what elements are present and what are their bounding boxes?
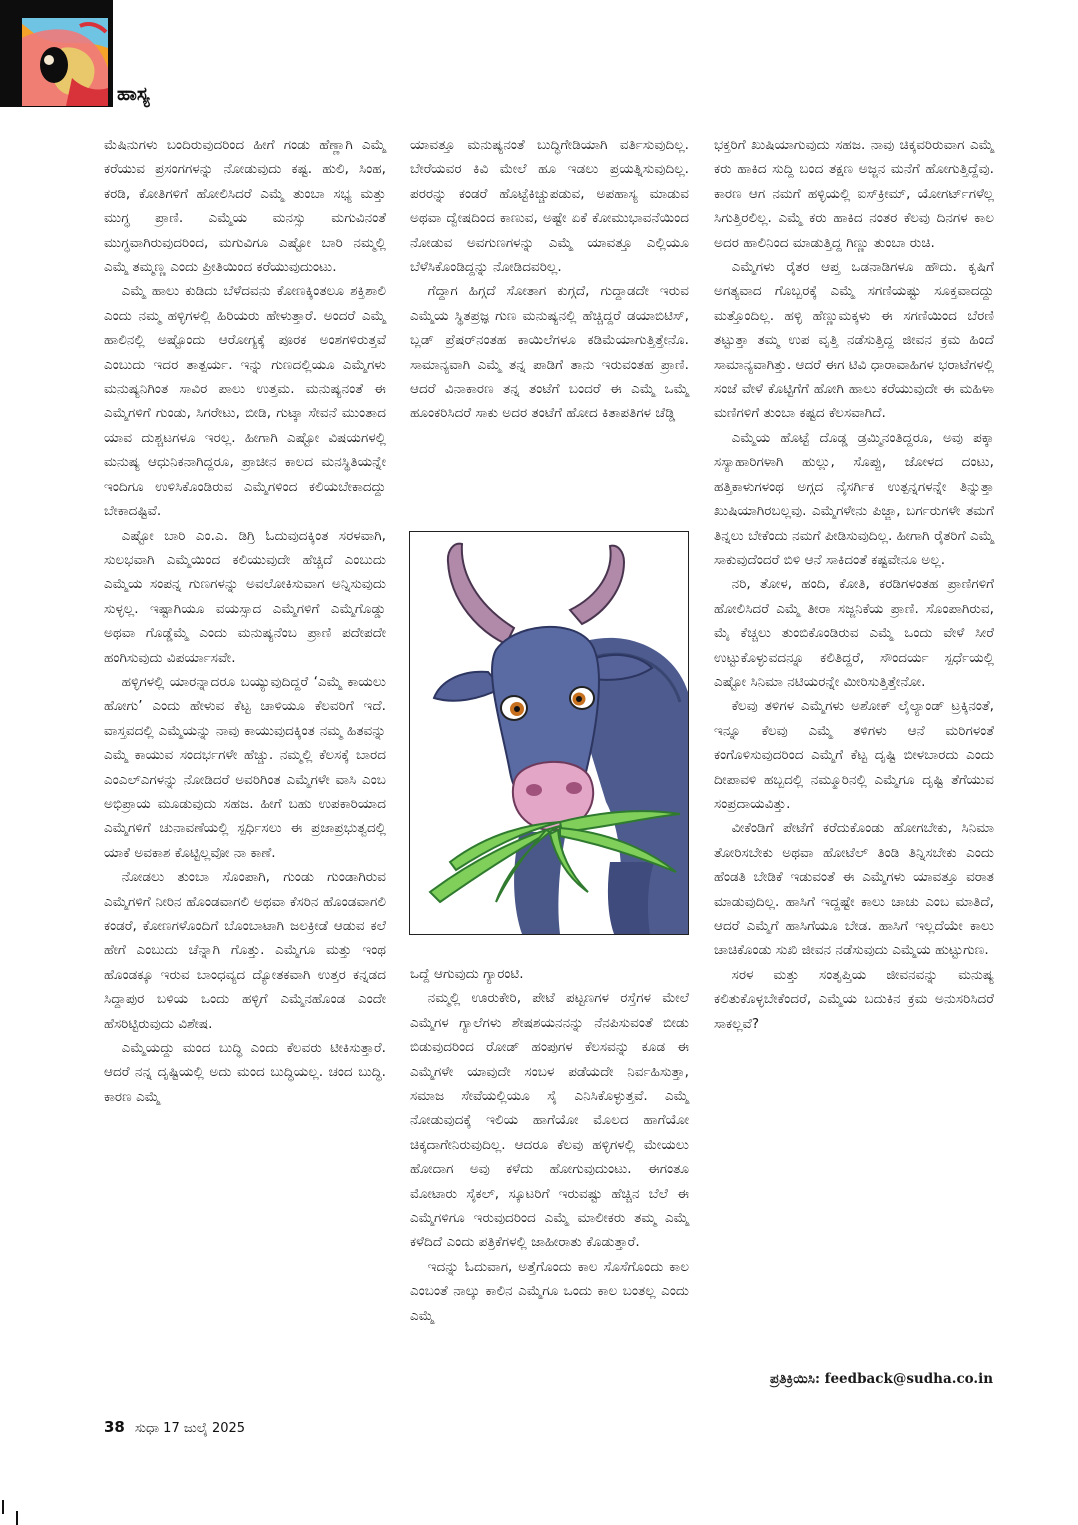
paragraph: ಹಳ್ಳಿಗಳಲ್ಲಿ ಯಾರನ್ನಾದರೂ ಬಯ್ಯುವುದಿದ್ದರೆ ‘ಎಮ್ಮೆ ಕಾಯಲು ಹೋಗು’ ಎಂದು ಹೇಳುವ ಕೆಟ್ಟ ಚಾಳಿಯೂ ಕೆಲವರಿಗೆ ಇದೆ. ವಾಸ್ತವದಲ್ಲಿ ಎಮ್ಮೆಯನ್ನು ನಾವು ಕಾಯುವುದಕ್ಕಿಂತ ನಮ್ಮ ಹಿತವನ್ನು ಎಮ್ಮೆ ಕಾಯುವ ಸಂದರ್ಭಗಳೇ ಹೆಚ್ಚು. ನಮ್ಮಲ್ಲಿ ಕೆಲಸಕ್ಕೆ ಬಾರದ ಎಂಎಲ್ಎಗಳನ್ನು ನೋಡಿದರೆ ಅವರಿಗಿಂತ ಎಮ್ಮೆಗಳೇ ವಾಸಿ ಎಂಬ ಅಭಿಪ್ರಾಯ ಮೂಡುವುದು ಸಹಜ. ಹೀಗೆ ಬಹು ಉಪಕಾರಿಯಾದ ಎಮ್ಮೆಗಳಿಗೆ ಚುನಾವಣೆಯಲ್ಲಿ ಸ್ಪರ್ಧಿಸಲು ಈ ಪ್ರಜಾಪ್ರಭುತ್ವದಲ್ಲಿ ಯಾಕೆ ಅವಕಾಶ ಕೊಟ್ಟಿಲ್ಲವೋ ನಾ ಕಾಣೆ. [104,673,386,861]
article-column-1 [104,133,386,1109]
crop-mark [16,1511,18,1525]
section-label: ಹಾಸ್ಯ [117,83,150,105]
feedback-email[interactable]: ಪ್ರತಿಕ್ರಿಯಿಸಿ: feedback@sudha.co.in [770,1371,994,1387]
article-column-3 [714,133,994,1036]
issue-info: ಸುಧಾ 17 ಜುಲೈ 2025 [135,1421,246,1436]
paragraph: ಸರಳ ಮತ್ತು ಸಂತೃಪ್ತಿಯ ಜೀವನವನ್ನು ಮನುಷ್ಯ ಕಲಿತುಕೊಳ್ಳಬೇಕೆಂದರೆ, ಎಮ್ಮೆಯ ಬದುಕಿನ ಕ್ರಮ ಅನುಸರಿಸಿದರೆ ಸಾಕಲ್ಲವೆ? [714,966,994,1032]
page-number: 38 [104,1418,125,1436]
paragraph: ನರಿ, ತೋಳ, ಹಂದಿ, ಕೋತಿ, ಕರಡಿಗಳಂತಹ ಪ್ರಾಣಿಗಳಿಗೆ ಹೋಲಿಸಿದರೆ ಎಮ್ಮೆ ತೀರಾ ಸಜ್ಜನಿಕೆಯ ಪ್ರಾಣಿ. ಸೊಂಪಾಗಿರುವ, ಮೈ ಕೆಚ್ಚಲು ತುಂಬಿಕೊಂಡಿರುವ ಎಮ್ಮೆ ಒಂದು ವೇಳೆ ಸೀರೆ ಉಟ್ಟುಕೊಳ್ಳುವದನ್ನೂ ಕಲಿತಿದ್ದರೆ, ಸೌಂದರ್ಯ ಸ್ಪರ್ಧೆಯಲ್ಲಿ ಎಷ್ಟೋ ಸಿನಿಮಾ ನಟಿಯರನ್ನೇ ಮೀರಿಸುತ್ತಿತ್ತೇನೋ. [714,576,994,690]
paragraph: ಮೆಷಿನುಗಳು ಬಂದಿರುವುದರಿಂದ ಹೀಗೆ ಗಂಡು ಹೆಣ್ಣಾಗಿ ಎಮ್ಮೆ ಕರೆಯುವ ಪ್ರಸಂಗಗಳನ್ನು ನೋಡುವುದು ಕಷ್ಟ. ಹುಲಿ, ಸಿಂಹ, ಕರಡಿ, ಕೋತಿಗಳಿಗೆ ಹೋಲಿಸಿದರೆ ಎಮ್ಮೆ ತುಂಬಾ ಸಭ್ಯ ಮತ್ತು ಮುಗ್ಧ ಪ್ರಾಣಿ. ಎಮ್ಮೆಯ ಮನಸ್ಸು ಮಗುವಿನಂತೆ ಮುಗ್ಧವಾಗಿರುವುದರಿಂದ, ಮಗುವಿಗೂ ಎಷ್ಟೋ ಬಾರಿ ನಮ್ಮಲ್ಲಿ ಎಮ್ಮೆ ತಮ್ಮಣ್ಣ ಎಂದು ಪ್ರೀತಿಯಿಂದ ಕರೆಯುವುದುಂಟು. [104,137,386,276]
article-column-2-top [410,133,689,426]
article-column-2-bottom [410,962,689,1328]
abstract-face-logo-icon [22,18,108,106]
crop-mark [2,1500,4,1514]
paragraph: ನೋಡಲು ತುಂಬಾ ಸೊಂಪಾಗಿ, ಗುಂಡು ಗುಂಡಾಗಿರುವ ಎಮ್ಮೆಗಳಿಗೆ ನೀರಿನ ಹೊಂಡವಾಗಲಿ ಅಥವಾ ಕೆಸರಿನ ಹೊಂಡವಾಗಲಿ ಕಂಡರೆ, ಕೋಣಗಳೊಂದಿಗೆ ಬೊಂಬಾಟಾಗಿ ಜಲಕ್ರೀಡೆ ಆಡುವ ಕಲೆ ಹೇಗೆ ಎಂಬುದು ಚೆನ್ನಾಗಿ ಗೊತ್ತು. ಎಮ್ಮೆಗೂ ಮತ್ತು ಇಂಥ ಹೊಂಡಕ್ಕೂ ಇರುವ ಬಾಂಧವ್ಯದ ದ್ಯೋತಕವಾಗಿ ಉತ್ತರ ಕನ್ನಡದ ಸಿದ್ದಾಪುರ ಬಳಿಯ ಒಂದು ಹಳ್ಳಿಗೆ ಎಮ್ಮೆನಹೊಂಡ ಎಂದೇ ಹೆಸರಿಟ್ಟಿರುವುದು ವಿಶೇಷ. [104,869,386,1032]
paragraph: ಒದ್ದೆ ಆಗುವುದು ಗ್ಯಾರಂಟಿ. [410,966,524,982]
paragraph: ನಮ್ಮಲ್ಲಿ ಊರುಕೇರಿ, ಪೇಟೆ ಪಟ್ಟಣಗಳ ರಸ್ತೆಗಳ ಮೇಲೆ ಎಮ್ಮೆಗಳ ಗ್ಯಾಲೆಗಳು ಶೇಷಶಯನನನ್ನು ನೆನಪಿಸುವಂತೆ ಬೀಡು ಬಿಡುವುದರಿಂದ ರೋಡ್ ಹಂಪುಗಳ ಕೆಲಸವನ್ನು ಕೂಡ ಈ ಎಮ್ಮೆಗಳೇ ಯಾವುದೇ ಸಂಬಳ ಪಡೆಯದೇ ನಿರ್ವಹಿಸುತ್ತಾ, ಸಮಾಜ ಸೇವೆಯಲ್ಲಿಯೂ ಸೈ ಎನಿಸಿಕೊಳ್ಳುತ್ತವೆ. ಎಮ್ಮೆ ನೋಡುವುದಕ್ಕೆ ಇಲಿಯ ಹಾಗೆಯೋ ಮೊಲದ ಹಾಗೆಯೋ ಚಿಕ್ಕದಾಗೇನಿರುವುದಿಲ್ಲ. ಆದರೂ ಕೆಲವು ಹಳ್ಳಿಗಳಲ್ಲಿ ಮೇಯಲು ಹೋದಾಗ ಅವು ಕಳೆದು ಹೋಗುವುದುಂಟು. ಈಗಂತೂ ಮೋಟಾರು ಸೈಕಲ್, ಸ್ಕೂಟರಿಗೆ ಇರುವಷ್ಟು ಹೆಚ್ಚಿನ ಬೆಲೆ ಈ ಎಮ್ಮೆಗಳಿಗೂ ಇರುವುದರಿಂದ ಎಮ್ಮೆ ಮಾಲೀಕರು ತಮ್ಮ ಎಮ್ಮೆ ಕಳೆದಿದೆ ಎಂದು ಪತ್ರಿಕೆಗಳಲ್ಲಿ ಜಾಹೀರಾತು ಕೊಡುತ್ತಾರೆ. [410,990,689,1251]
buffalo-illustration [409,531,689,935]
paragraph: ಕೆಲವು ತಳಿಗಳ ಎಮ್ಮೆಗಳು ಅಶೋಕ್ ಲೈಲ್ಯಾಂಡ್ ಟ್ರಕ್ಕಿನಂತೆ, ಇನ್ನೂ ಕೆಲವು ಎಮ್ಮೆ ತಳಿಗಳು ಆನೆ ಮರಿಗಳಂತೆ ಕಂಗೊಳಿಸುವುದರಿಂದ ಎಮ್ಮೆಗೆ ಕೆಟ್ಟ ದೃಷ್ಟಿ ಬೀಳಬಾರದು ಎಂದು ದೀಪಾವಳಿ ಹಬ್ಬದಲ್ಲಿ ನಮ್ಮೂರಿನಲ್ಲಿ ಎಮ್ಮೆಗೂ ದೃಷ್ಟಿ ತೆಗೆಯುವ ಸಂಪ್ರದಾಯವಿತ್ತು. [714,698,994,812]
paragraph: ಭಕ್ತರಿಗೆ ಖುಷಿಯಾಗುವುದು ಸಹಜ. ನಾವು ಚಿಕ್ಕವರಿರುವಾಗ ಎಮ್ಮೆ ಕರು ಹಾಕಿದ ಸುದ್ದಿ ಬಂದ ತಕ್ಷಣ ಅಜ್ಜನ ಮನೆಗೆ ಹೋಗುತ್ತಿದ್ದೆವು. ಕಾರಣ ಆಗ ನಮಗೆ ಹಳ್ಳಿಯಲ್ಲಿ ಐಸ್‌ಕ್ರೀಮ್, ಯೋಗರ್ಟ್‌ಗಳೆಲ್ಲ ಸಿಗುತ್ತಿರಲಿಲ್ಲ. ಎಮ್ಮೆ ಕರು ಹಾಕಿದ ನಂತರ ಕೆಲವು ದಿನಗಳ ಕಾಲ ಅದರ ಹಾಲಿನಿಂದ ಮಾಡುತ್ತಿದ್ದ ಗಿಣ್ಣು ತುಂಬಾ ರುಚಿ. [714,137,994,251]
section-logo [0,0,113,107]
paragraph: ವೀಕೆಂಡಿಗೆ ಪೇಟೆಗೆ ಕರೆದುಕೊಂಡು ಹೋಗಬೇಕು, ಸಿನಿಮಾ ತೋರಿಸಬೇಕು ಅಥವಾ ಹೋಟೆಲ್ ತಿಂಡಿ ತಿನ್ನಿಸಬೇಕು ಎಂದು ಹೆಂಡತಿ ಬೇಡಿಕೆ ಇಡುವಂತೆ ಈ ಎಮ್ಮೆಗಳು ಯಾವತ್ತೂ ವರಾತ ಮಾಡುವುದಿಲ್ಲ. ಹಾಸಿಗೆ ಇದ್ದಷ್ಟೇ ಕಾಲು ಚಾಚು ಎಂಬ ಮಾತಿದೆ, ಆದರೆ ಎಮ್ಮೆಗೆ ಹಾಸಿಗೆಯೂ ಬೇಡ. ಹಾಸಿಗೆ ಇಲ್ಲದೆಯೇ ಕಾಲು ಚಾಚಿಕೊಂಡು ಸುಖಿ ಜೀವನ ನಡೆಸುವುದು ಎಮ್ಮೆಯ ಹುಟ್ಟುಗುಣ. [714,820,994,959]
page-footer [104,1418,245,1436]
paragraph: ಎಷ್ಟೋ ಬಾರಿ ಎಂ.ಎ. ಡಿಗ್ರಿ ಓದುವುದಕ್ಕಿಂತ ಸರಳವಾಗಿ, ಸುಲಭವಾಗಿ ಎಮ್ಮೆಯಿಂದ ಕಲಿಯುವುದೇ ಹೆಚ್ಚಿದೆ ಎಂಬುದು ಎಮ್ಮೆಯ ಸಂಪನ್ನ ಗುಣಗಳನ್ನು ಅವಲೋಕಿಸುವಾಗ ಅನ್ನಿಸುವುದು ಸುಳ್ಳಲ್ಲ. ಇಷ್ಟಾಗಿಯೂ ವಯಸ್ಸಾದ ಎಮ್ಮೆಗಳಿಗೆ ಎಮ್ಮೆಗೊಡ್ಡು ಅಥವಾ ಗೊಡ್ಡೆಮ್ಮೆ ಎಂದು ಮನುಷ್ಯನೆಂಬ ಪ್ರಾಣಿ ಪದೇಪದೇ ಹಂಗಿಸುವುದು ವಿಪರ್ಯಾಸವೇ. [104,527,386,666]
paragraph: ಗೆದ್ದಾಗ ಹಿಗ್ಗದೆ ಸೋತಾಗ ಕುಗ್ಗದೆ, ಗುದ್ದಾಡದೇ ಇರುವ ಎಮ್ಮೆಯ ಸ್ಥಿತಪ್ರಜ್ಞ ಗುಣ ಮನುಷ್ಯನಲ್ಲಿ ಹೆಚ್ಚಿದ್ದರೆ ಡಯಾಬಿಟಿಸ್, ಬ್ಲಡ್ ಪ್ರೆಷರ್‌ನಂತಹ ಕಾಯಿಲೆಗಳೂ ಕಡಿಮೆಯಾಗುತ್ತಿತ್ತೇನೊ. ಸಾಮಾನ್ಯವಾಗಿ ಎಮ್ಮೆ ತನ್ನ ಪಾಡಿಗೆ ತಾನು ಇರುವಂತಹ ಪ್ರಾಣಿ. ಆದರೆ ವಿನಾಕಾರಣ ತನ್ನ ತಂಟೆಗೆ ಬಂದರೆ ಈ ಎಮ್ಮೆ ಒಮ್ಮೆ ಹೂಂಕರಿಸಿದರೆ ಸಾಕು ಅದರ ತಂಟೆಗೆ ಹೋದ ಕಿತಾಪತಿಗಳ ಚೆಡ್ಡಿ [410,283,689,422]
paragraph: ಯಾವತ್ತೂ ಮನುಷ್ಯನಂತೆ ಬುದ್ಧಿಗೇಡಿಯಾಗಿ ವರ್ತಿಸುವುದಿಲ್ಲ. ಬೇರೆಯವರ ಕಿವಿ ಮೇಲೆ ಹೂ ಇಡಲು ಪ್ರಯತ್ನಿಸುವುದಿಲ್ಲ. ಪರರನ್ನು ಕಂಡರೆ ಹೊಟ್ಟೆಕಿಚ್ಚುಪಡುವ, ಅಪಹಾಸ್ಯ ಮಾಡುವ ಅಥವಾ ದ್ವೇಷದಿಂದ ಕಾಣುವ, ಅಷ್ಟೇ ಏಕೆ ಕೋಮುಭಾವನೆಯಿಂದ ನೋಡುವ ಅವಗುಣಗಳನ್ನು ಎಮ್ಮೆ ಯಾವತ್ತೂ ಎಲ್ಲಿಯೂ ಬೆಳೆಸಿಕೊಂಡಿದ್ದನ್ನು ನೋಡಿದವರಿಲ್ಲ. [410,137,689,276]
paragraph: ಎಮ್ಮೆಗಳು ರೈತರ ಆಪ್ತ ಒಡನಾಡಿಗಳೂ ಹೌದು. ಕೃಷಿಗೆ ಅಗತ್ಯವಾದ ಗೊಬ್ಬರಕ್ಕೆ ಎಮ್ಮೆ ಸಗಣಿಯಷ್ಟು ಸೂಕ್ತವಾದದ್ದು ಮತ್ತೊಂದಿಲ್ಲ. ಹಳ್ಳಿ ಹೆಣ್ಣುಮಕ್ಕಳು ಈ ಸಗಣಿಯಿಂದ ಬೆರಣಿ ತಟ್ಟುತ್ತಾ ತಮ್ಮ ಉಪ ವೃತ್ತಿ ನಡೆಸುತ್ತಿದ್ದ ಜೀವನ ಕ್ರಮ ಹಿಂದೆ ಸಾಮಾನ್ಯವಾಗಿತ್ತು. ಆದರೆ ಈಗ ಟಿವಿ ಧಾರಾವಾಹಿಗಳ ಭರಾಟೆಗಳಲ್ಲಿ ಸಂಜೆ ವೇಳೆ ಕೊಟ್ಟಿಗೆಗೆ ಹೋಗಿ ಹಾಲು ಕರೆಯುವುದೇ ಈ ಮಹಿಳಾ ಮಣಿಗಳಿಗೆ ತುಂಬಾ ಕಷ್ಟದ ಕೆಲಸವಾಗಿದೆ. [714,259,994,422]
paragraph: ಎಮ್ಮೆ ಹಾಲು ಕುಡಿದು ಬೆಳೆದವನು ಕೋಣಕ್ಕಿಂತಲೂ ಶಕ್ತಿಶಾಲಿ ಎಂದು ನಮ್ಮ ಹಳ್ಳಿಗಳಲ್ಲಿ ಹಿರಿಯರು ಹೇಳುತ್ತಾರೆ. ಅಂದರೆ ಎಮ್ಮೆ ಹಾಲಿನಲ್ಲಿ ಅಷ್ಟೊಂದು ಆರೋಗ್ಯಕ್ಕೆ ಪೂರಕ ಅಂಶಗಳಿರುತ್ತವೆ ಎಂಬುದು ಇದರ ತಾತ್ಪರ್ಯ. ಇನ್ನು ಗುಣದಲ್ಲಿಯೂ ಎಮ್ಮೆಗಳು ಮನುಷ್ಯನಿಗಿಂತ ಸಾವಿರ ಪಾಲು ಉತ್ತಮ. ಮನುಷ್ಯನಂತೆ ಈ ಎಮ್ಮೆಗಳಿಗೆ ಗುಂಡು, ಸಿಗರೇಟು, ಬೀಡಿ, ಗುಟ್ಕಾ ಸೇವನೆ ಮುಂತಾದ ಯಾವ ದುಶ್ಚಟಗಳೂ ಇರಲ್ಲ. ಹೀಗಾಗಿ ಎಷ್ಟೋ ವಿಷಯಗಳಲ್ಲಿ ಮನುಷ್ಯ ಆಧುನಿಕನಾಗಿದ್ದರೂ, ಪ್ರಾಚೀನ ಕಾಲದ ಮನಸ್ಥಿತಿಯನ್ನೇ ಇಂದಿಗೂ ಉಳಿಸಿಕೊಂಡಿರುವ ಎಮ್ಮೆಗಳಿಂದ ಕಲಿಯಬೇಕಾದದ್ದು ಬೇಕಾದಷ್ಟಿವೆ. [104,283,386,520]
paragraph: ಇದನ್ನು ಓದುವಾಗ, ಅತ್ತೆಗೊಂದು ಕಾಲ ಸೊಸೆಗೊಂದು ಕಾಲ ಎಂಬಂತೆ ನಾಲ್ಕು ಕಾಲಿನ ಎಮ್ಮೆಗೂ ಒಂದು ಕಾಲ ಬಂತಲ್ಲ ಎಂದು ಎಮ್ಮೆ [410,1258,689,1324]
buffalo-eating-grass-icon [410,532,688,934]
paragraph: ಎಮ್ಮೆಯ ಹೊಟ್ಟೆ ದೊಡ್ಡ ಡ್ರಮ್ಮಿನಂತಿದ್ದರೂ, ಅವು ಪಕ್ಕಾ ಸಸ್ಯಾಹಾರಿಗಳಾಗಿ ಹುಲ್ಲು, ಸೊಪ್ಪು, ಜೋಳದ ದಂಟು, ಹತ್ತಿಕಾಳುಗಳಂಥ ಅಗ್ಗದ ನೈಸರ್ಗಿಕ ಉತ್ಪನ್ನಗಳನ್ನೇ ತಿನ್ನುತ್ತಾ ಖುಷಿಯಾಗಿರಬಲ್ಲವು. ಎಮ್ಮೆಗಳೇನು ಪಿಜ್ಜಾ, ಬರ್ಗರುಗಳೇ ತಮಗೆ ತಿನ್ನಲು ಬೇಕೆಂದು ನಮಗೆ ಪೀಡಿಸುವುದಿಲ್ಲ. ಹೀಗಾಗಿ ರೈತರಿಗೆ ಎಮ್ಮೆ ಸಾಕುವುದೆಂದರೆ ಬಿಳಿ ಆನೆ ಸಾಕಿದಂತೆ ಕಷ್ಟವೇನೂ ಅಲ್ಲ. [714,429,994,568]
paragraph: ಎಮ್ಮೆಯದ್ದು ಮಂದ ಬುದ್ಧಿ ಎಂದು ಕೆಲವರು ಟೀಕಿಸುತ್ತಾರೆ. ಆದರೆ ನನ್ನ ದೃಷ್ಟಿಯಲ್ಲಿ ಅದು ಮಂದ ಬುದ್ಧಿಯಲ್ಲ. ಚಂದ ಬುದ್ಧಿ. ಕಾರಣ ಎಮ್ಮೆ [104,1040,386,1105]
